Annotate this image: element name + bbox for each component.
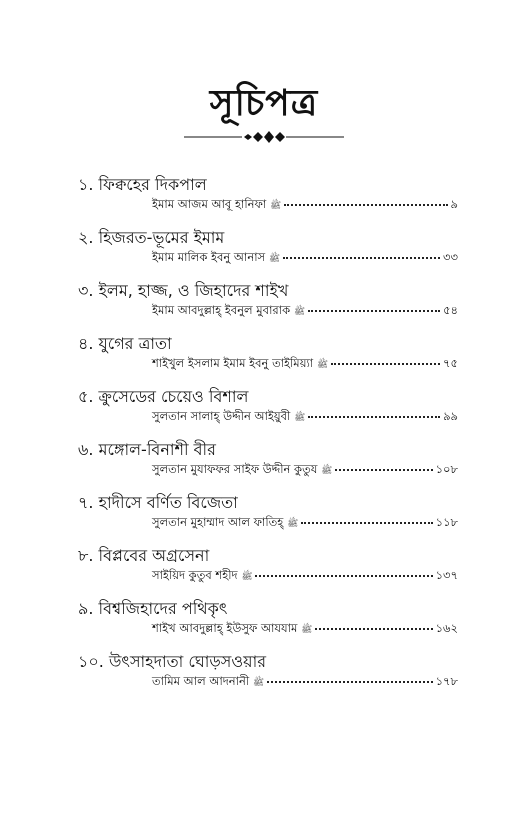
honorific-icon: ﷺ [294, 413, 306, 423]
toc-entry[interactable] [0, 437, 528, 490]
author-name: ইমাম আবদুল্লাহ্ ইবনুল মুবারাক [152, 303, 291, 317]
author-name: শাইখুল ইসলাম ইমাম ইবনু তাইমিয়্যা [152, 356, 314, 370]
author-line [152, 620, 458, 638]
author-name: ইমাম আজম আবূ হানিফা [152, 197, 267, 211]
honorific-icon: ﷺ [301, 625, 313, 635]
author-name: সুলতান মুহাম্মাদ আল ফাতিহ্ [152, 515, 284, 529]
author-line [152, 355, 458, 373]
page-number: ৯ [450, 197, 458, 211]
page-number: ৯৯ [443, 409, 458, 423]
author-name: সুলতান সালাহ্ উদ্দীন আইয়ুবী [152, 409, 291, 423]
author-line [152, 567, 458, 585]
honorific-icon: ﷺ [253, 678, 265, 688]
toc-entry[interactable] [0, 331, 528, 384]
honorific-icon: ﷺ [321, 466, 333, 476]
page-number: ৩৩ [443, 250, 458, 264]
author-name: শাইখ আবদুল্লাহ্ ইউসুফ আযযাম [152, 621, 298, 635]
page-number: ১৬২ [435, 621, 458, 635]
honorific-icon: ﷺ [317, 360, 329, 370]
author-line [152, 249, 458, 267]
dot-leader [284, 194, 447, 206]
chapter-title: ৮. বিপ্লবের অগ্রসেনা [78, 546, 210, 565]
page-number: ১৩৭ [435, 568, 458, 582]
dot-leader [283, 247, 440, 259]
author-line [152, 461, 458, 479]
dot-leader [308, 300, 440, 312]
toc-entry[interactable] [0, 649, 528, 702]
author-name: ইমাম মালিক ইবনু আনাস [152, 250, 266, 264]
dot-leader [308, 406, 440, 418]
chapter-title: ৬. মঙ্গোল-বিনাশী বীর [78, 440, 216, 459]
toc-entry[interactable] [0, 384, 528, 437]
chapter-title: ৭. হাদীসে বর্ণিত বিজেতা [78, 493, 238, 512]
page-number: ১১৮ [435, 515, 458, 529]
dot-leader [331, 353, 440, 365]
page-number: ৭৫ [443, 356, 458, 370]
page-number: ১৭৮ [435, 674, 458, 688]
chapter-title: ৩. ইলম, হাজ্জ, ও জিহাদের শাইখ [78, 281, 289, 300]
author-line [152, 514, 458, 532]
chapter-title: ১. ফিক্বহের দিকপাল [78, 175, 207, 194]
toc-entry[interactable] [0, 225, 528, 278]
dot-leader [315, 618, 432, 630]
honorific-icon: ﷺ [294, 307, 305, 317]
toc-entry[interactable] [0, 172, 528, 225]
toc-list [0, 172, 528, 702]
dot-leader [255, 565, 432, 577]
toc-entry[interactable] [0, 543, 528, 596]
author-line [152, 408, 458, 426]
honorific-icon: ﷺ [270, 201, 282, 211]
chapter-title: ৯. বিশ্বজিহাদের পথিকৃৎ [78, 599, 228, 618]
chapter-title: ৫. ক্রুসেডের চেয়েও বিশাল [78, 387, 249, 406]
dot-leader [301, 512, 432, 524]
dot-leader [267, 671, 433, 683]
diamond-divider-icon [184, 130, 344, 144]
toc-entry[interactable] [0, 596, 528, 649]
dot-leader [335, 459, 432, 471]
chapter-title: ৪. যুগের ত্রাতা [78, 334, 172, 353]
chapter-title: ১০. উৎসাহদাতা ঘোড়সওয়ার [78, 652, 267, 671]
author-name: সুলতান মুযাফফর সাইফ উদ্দীন কুতুয [152, 462, 318, 476]
page-number: ১০৮ [435, 462, 458, 476]
author-line [152, 673, 458, 691]
honorific-icon: ﷺ [287, 519, 299, 529]
author-line [152, 302, 458, 320]
honorific-icon: ﷺ [241, 572, 253, 582]
page-number: ৫৪ [443, 303, 458, 317]
author-line [152, 196, 458, 214]
author-name: সাইয়িদ কুতুব শহীদ [152, 568, 238, 582]
toc-entry[interactable] [0, 490, 528, 543]
chapter-title: ২. হিজরত-ভূমের ইমাম [78, 228, 225, 247]
page-title: সূচিপত্র [209, 83, 319, 124]
honorific-icon: ﷺ [269, 254, 281, 264]
toc-entry[interactable] [0, 278, 528, 331]
author-name: তামিম আল আদনানী [152, 674, 250, 688]
